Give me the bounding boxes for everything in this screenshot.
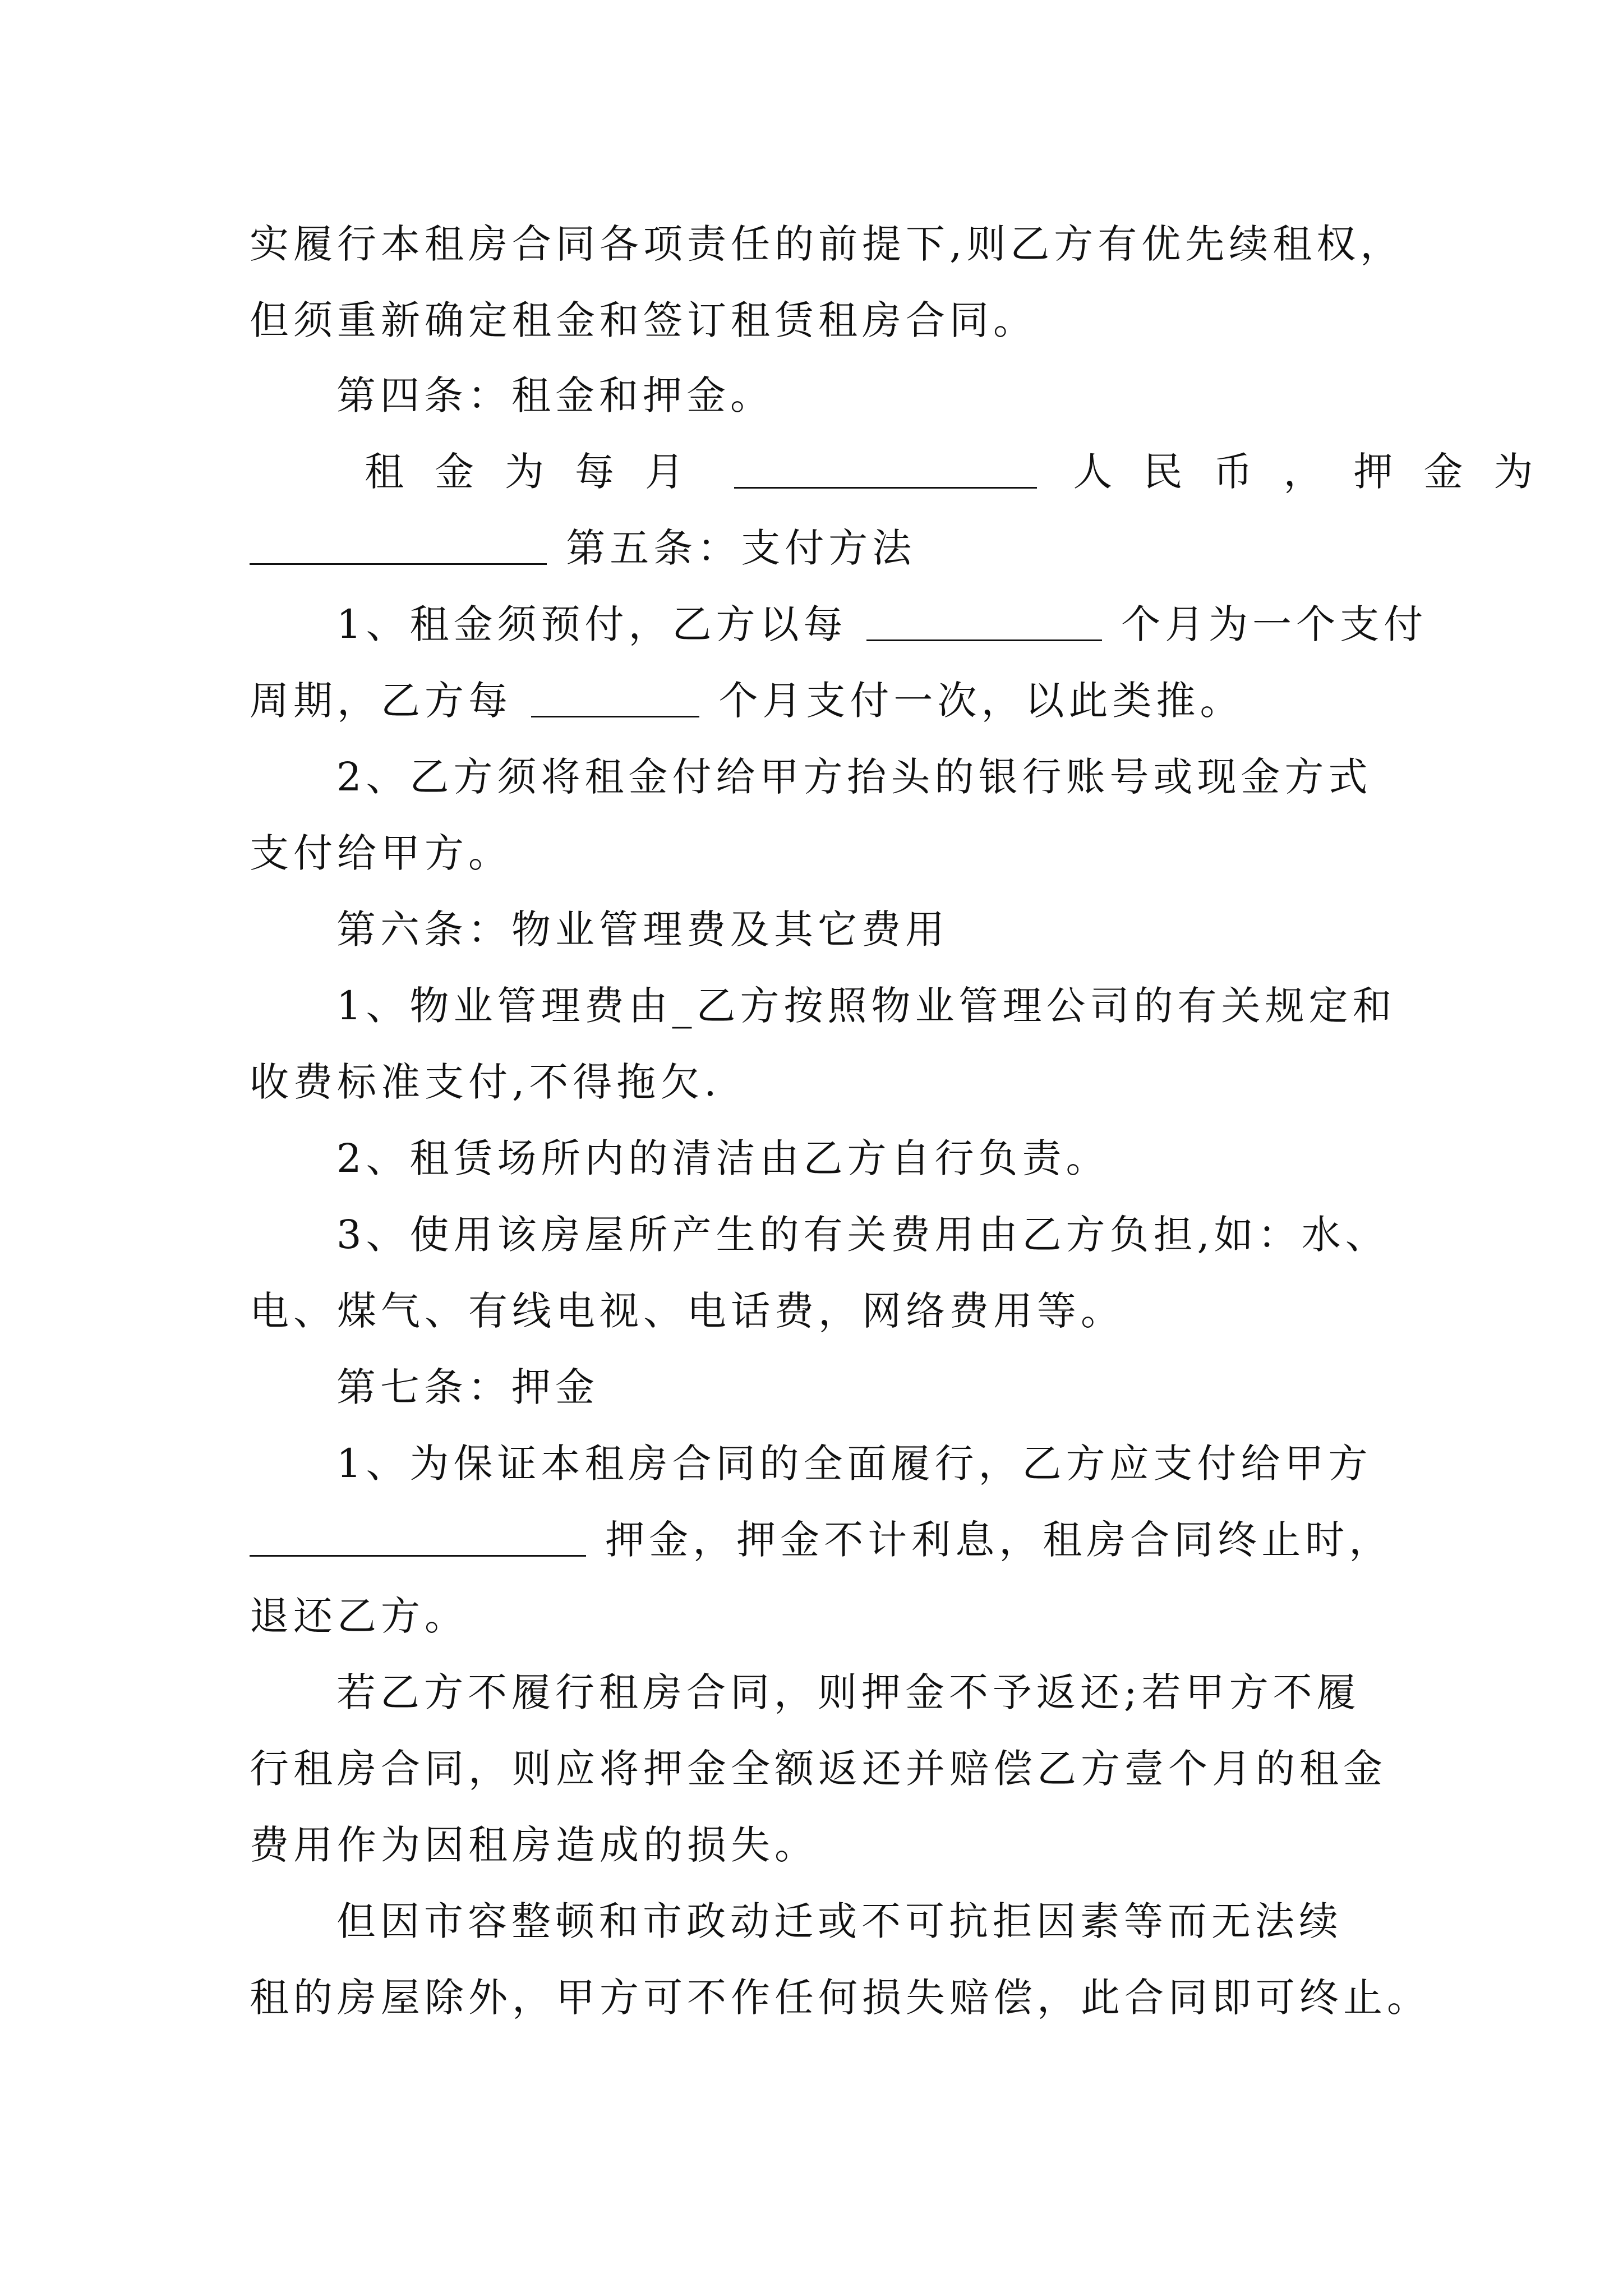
- text-span: 费用作为因租房造成的损失。: [250, 1822, 818, 1868]
- text-span: 第四条：租金和押金。: [336, 372, 774, 418]
- text-span: 2、乙方须将租金付给甲方抬头的银行账号或现金方式: [336, 754, 1372, 800]
- article-heading: [336, 1362, 599, 1412]
- text-line: [250, 1286, 1124, 1336]
- text-line: [250, 295, 1037, 346]
- fill-blank: [250, 526, 547, 565]
- text-span: 2、租赁场所内的清洁由乙方自行负责。: [336, 1135, 1110, 1181]
- fill-blank: [250, 1518, 586, 1557]
- text-span: 若乙方不履行租房合同，则押金不予返还;若甲方不履: [336, 1669, 1361, 1715]
- text-line: [336, 1133, 1110, 1184]
- text-line: [336, 752, 1372, 802]
- text-line: [365, 447, 1564, 497]
- text-line: [250, 828, 512, 878]
- text-line: [336, 1209, 1389, 1260]
- text-span: 1、租金须预付，乙方以每: [336, 601, 847, 647]
- text-span: 1、物业管理费由_乙方按照物业管理公司的有关规定和: [336, 983, 1396, 1029]
- text-span: 个月支付一次，以此类推。: [718, 678, 1244, 724]
- text-line: [250, 1591, 468, 1641]
- text-line: [250, 1743, 1387, 1794]
- article-heading: 第五条：支付方法: [566, 525, 916, 571]
- article-heading: [336, 370, 774, 421]
- text-span: 行租房合同，则应将押金全额返还并赔偿乙方壹个月的租金: [250, 1746, 1387, 1792]
- text-line: [250, 675, 1244, 726]
- text-line: [336, 1896, 1343, 1947]
- text-line: [250, 219, 1404, 269]
- text-span: 实履行本租房合同各项责任的前提下,则乙方有优先续租权，: [250, 221, 1404, 267]
- text-span: 第七条：押金: [336, 1364, 599, 1410]
- text-span: 3、使用该房屋所产生的有关费用由乙方负担,如：水、: [336, 1212, 1389, 1258]
- text-line: [336, 981, 1396, 1031]
- text-line: [250, 1820, 818, 1870]
- article-heading: [336, 904, 949, 955]
- text-line: [250, 1972, 1431, 2023]
- text-span: 第六条：物业管理费及其它费用: [336, 907, 949, 953]
- fill-blank: [734, 450, 1037, 489]
- text-line: [336, 1667, 1361, 1718]
- text-line: [250, 1515, 1393, 1565]
- text-span: 支付给甲方。: [250, 830, 512, 876]
- text-span: 但须重新确定租金和签订租赁租房合同。: [250, 297, 1037, 343]
- text-span: 电、煤气、有线电视、电话费，网络费用等。: [250, 1288, 1124, 1334]
- text-span: 押金，押金不计利息，租房合同终止时，: [605, 1517, 1393, 1563]
- text-span: 1、为保证本租房合同的全面履行，乙方应支付给甲方: [336, 1441, 1372, 1487]
- text-span: 周期，乙方每: [250, 678, 512, 724]
- text-span: 租金为每月: [365, 449, 715, 495]
- text-span: 个月为一个支付: [1121, 601, 1428, 647]
- text-span: 收费标准支付,不得拖欠.: [250, 1059, 721, 1105]
- text-span: 退还乙方。: [250, 1593, 468, 1639]
- text-line: [336, 1438, 1372, 1489]
- text-span: 租的房屋除外，甲方可不作任何损失赔偿，此合同即可终止。: [250, 1975, 1431, 2021]
- fill-blank: [866, 602, 1102, 641]
- text-line: [250, 1057, 721, 1107]
- text-span: 但因市容整顿和市政动迁或不可抗拒因素等而无法续: [336, 1898, 1343, 1944]
- text-span: 人民币，押金为: [1073, 449, 1564, 495]
- text-line: [336, 599, 1427, 650]
- fill-blank: [531, 679, 699, 717]
- text-line: [250, 523, 916, 573]
